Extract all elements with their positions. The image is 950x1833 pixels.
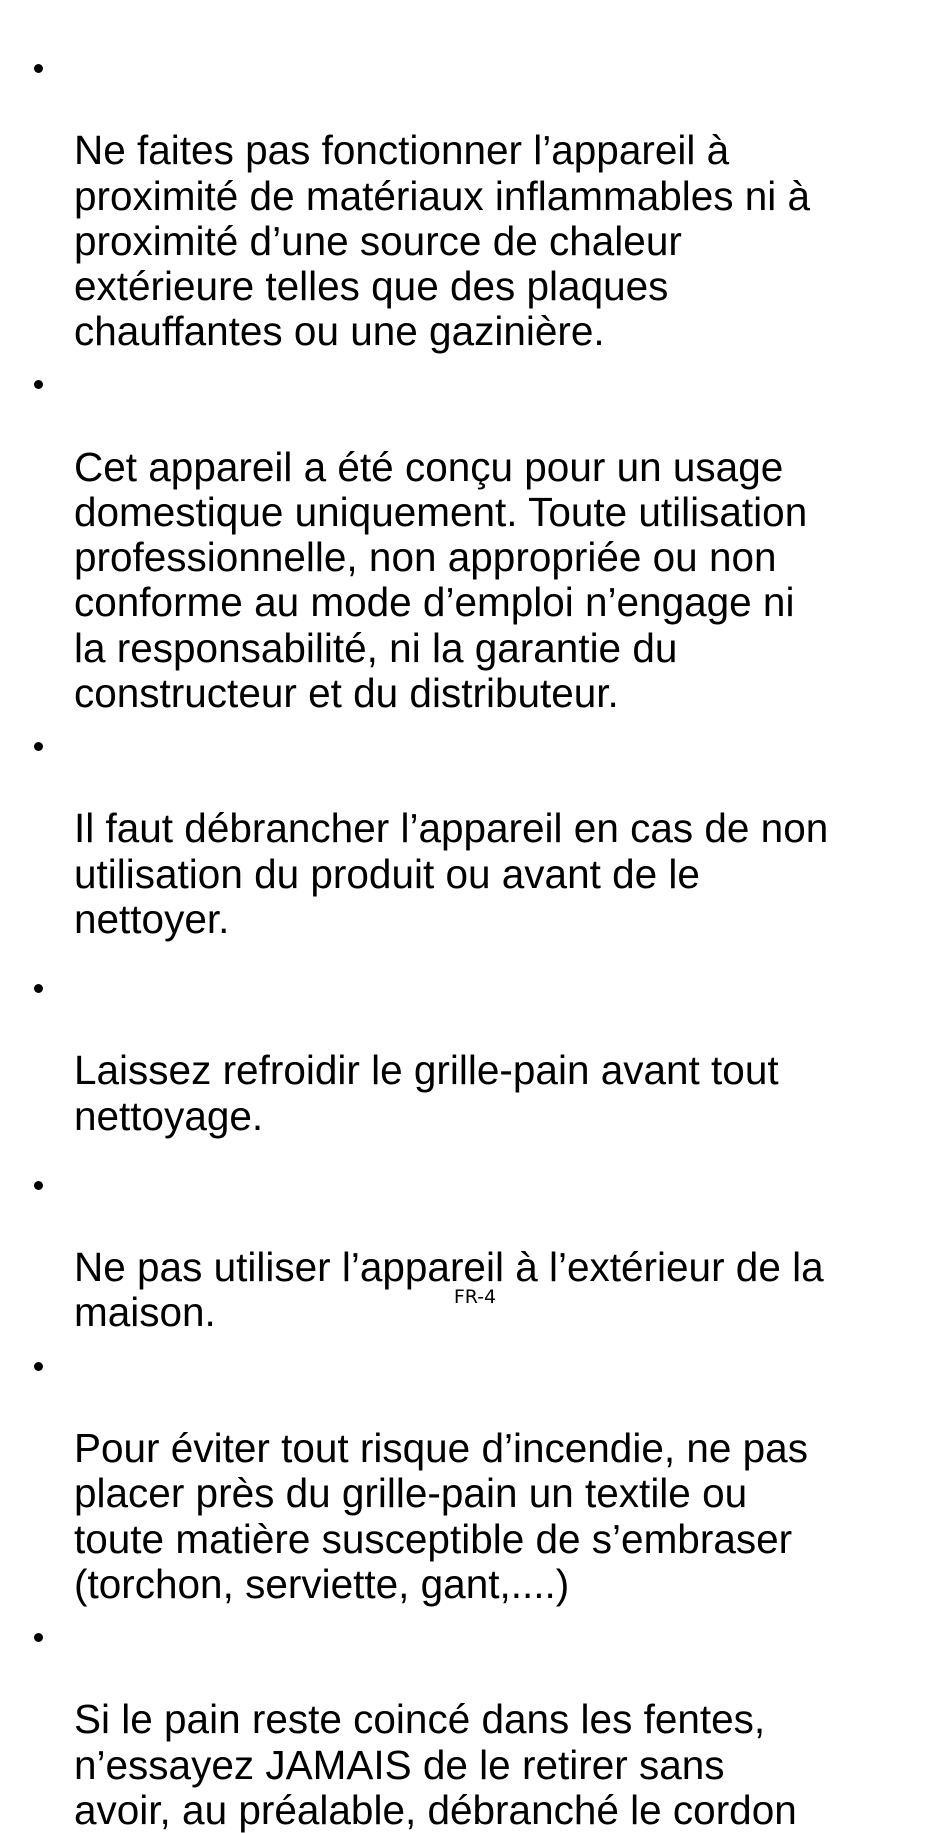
bullet-icon bbox=[34, 742, 43, 751]
list-item-text: Laissez refroidir le grille-pain avant tout nettoyage. bbox=[74, 1047, 779, 1139]
list-item-text: Si le pain reste coincé dans les fentes, n’essayez JAMAIS de le retirer sans avoir, au préalable, débranché le cordon bbox=[74, 1696, 797, 1833]
list-item bbox=[32, 354, 932, 716]
bullet-icon bbox=[34, 380, 43, 389]
bullet-icon bbox=[34, 1362, 43, 1371]
bullet-icon bbox=[34, 1181, 43, 1190]
bullet-icon bbox=[34, 64, 43, 73]
list-item bbox=[32, 1336, 932, 1607]
list-item bbox=[32, 958, 932, 1139]
list-item bbox=[32, 1155, 932, 1336]
bullet-icon bbox=[34, 984, 43, 993]
list-item-text: Ne pas utiliser l’appareil à l’extérieur de la maison. bbox=[74, 1244, 824, 1336]
list-item-text: Il faut débrancher l’appareil en cas de non utilisation du produit ou avant de le nettoyer. bbox=[74, 805, 829, 942]
page-number: FR-4 bbox=[453, 1286, 497, 1308]
list-item bbox=[32, 716, 932, 942]
list-item bbox=[32, 38, 932, 354]
safety-instructions-list bbox=[32, 38, 932, 1833]
bullet-icon bbox=[34, 1633, 43, 1642]
list-item bbox=[32, 1607, 932, 1833]
list-item-text: Ne faites pas fonctionner l’appareil à proximité de matériaux inflammables ni à proximité d’une source de chaleur extérieure telles que des plaques chauffantes ou une gazinière. bbox=[74, 127, 811, 355]
list-item-text: Pour éviter tout risque d’incendie, ne pas placer près du grille-pain un textile ou toute matière susceptible de s’embraser (torchon, serviette, gant,....) bbox=[74, 1425, 808, 1607]
list-item-text: Cet appareil a été conçu pour un usage domestique uniquement. Toute utilisation professionnelle, non appropriée ou non conforme au mode d’emploi n’engage ni la responsabilité, ni la garantie du constructeur et du distributeur. bbox=[74, 443, 808, 716]
